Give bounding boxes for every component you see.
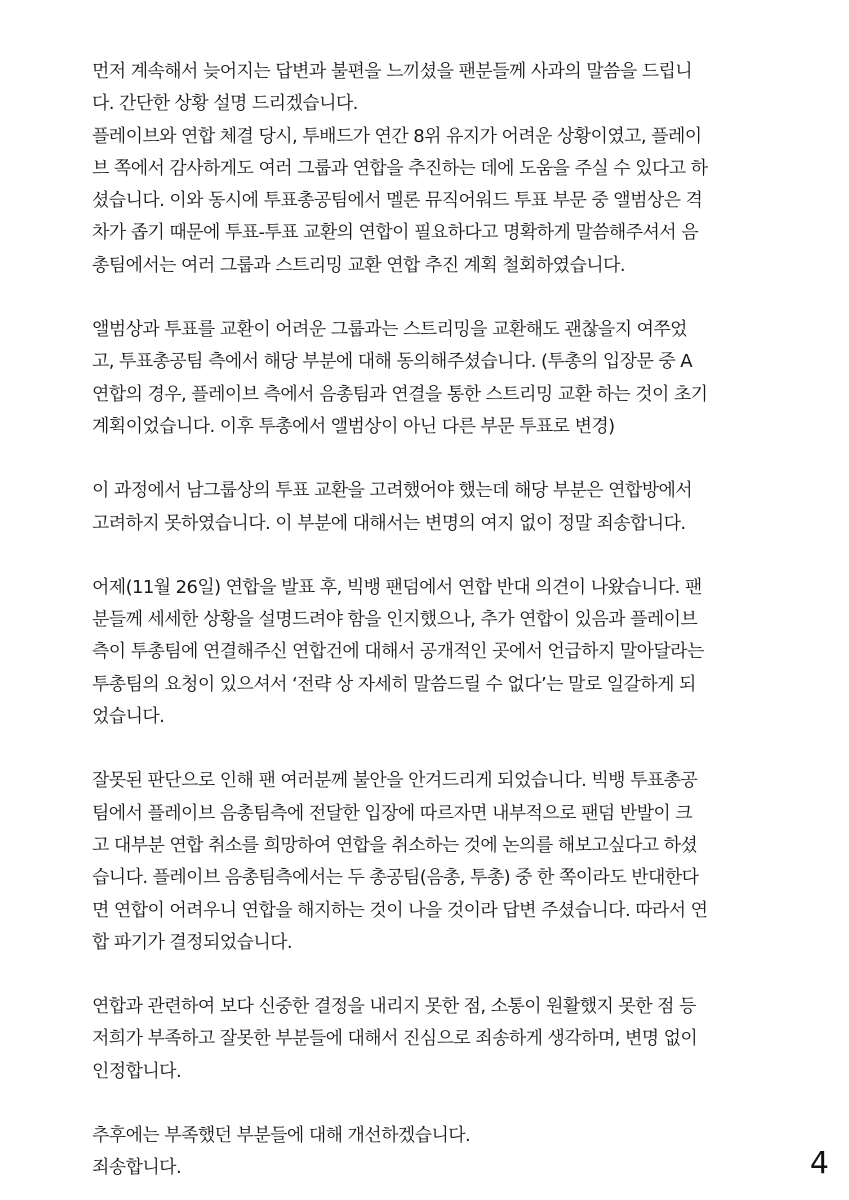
text-line: 잘못된 판단으로 인해 팬 여러분께 불안을 안겨드리게 되었습니다. 빅뱅 투표총공	[92, 770, 698, 792]
text-line: 합 파기가 결정되었습니다.	[92, 931, 293, 953]
text-line: 팀에서 플레이브 음총팀측에 전달한 입장에 따르자면 내부적으로 팬덤 반발이 크	[92, 802, 693, 824]
text-line: 추후에는 부족했던 부분들에 대해 개선하겠습니다.	[92, 1125, 471, 1147]
paragraph-announcement	[92, 572, 792, 733]
paragraph-closing	[92, 1120, 792, 1185]
paragraph-cancellation	[92, 765, 792, 959]
text-line: 습니다. 플레이브 음총팀측에서는 두 총공팀(음총, 투총) 중 한 쪽이라도 반대한다	[92, 867, 699, 889]
text-line: 었습니다.	[92, 706, 165, 728]
text-line: 연합의 경우, 플레이브 측에서 음총팀과 연결을 통한 스트리밍 교환 하는 것이 초기	[92, 383, 708, 405]
paragraph-process	[92, 475, 792, 540]
text-line: 셨습니다. 이와 동시에 투표총공팀에서 멜론 뮤직어워드 투표 부문 중 앨범상은 격	[92, 190, 703, 212]
paragraph-apology-intro	[92, 56, 792, 282]
text-line: 먼저 계속해서 늦어지는 답변과 불편을 느끼셨을 팬분들께 사과의 말씀을 드립니	[92, 61, 693, 82]
text-line: 계획이었습니다. 이후 투총에서 앨범상이 아닌 다른 부문 투표로 변경)	[92, 415, 615, 437]
paragraph-acknowledgement	[92, 991, 792, 1088]
text-line: 고 대부분 연합 취소를 희망하여 연합을 취소하는 것에 논의를 해보고싶다고 하셨	[92, 834, 698, 856]
text-line: 투총팀의 요청이 있으셔서 ‘전략 상 자세히 말씀드릴 수 없다’는 말로 일갈하게 되	[92, 673, 696, 695]
text-line: 다. 간단한 상황 설명 드리겠습니다.	[92, 93, 358, 115]
text-line: 차가 좁기 때문에 투표-투표 교환의 연합이 필요하다고 명확하게 말씀해주셔서 음	[92, 222, 698, 244]
page-number: 4	[809, 1146, 829, 1181]
text-line: 이 과정에서 남그룹상의 투표 교환을 고려했어야 했는데 해당 부분은 연합방에서	[92, 480, 693, 502]
text-line: 고, 투표총공팀 측에서 해당 부분에 대해 동의해주셨습니다. (투총의 입장문 중 A	[92, 351, 693, 373]
text-line: 분들께 세세한 상황을 설명드려야 함을 인지했으나, 추가 연합이 있음과 플레이브	[92, 609, 698, 631]
text-line: 플레이브와 연합 체결 당시, 투배드가 연간 8위 유지가 어려운 상황이였고, 플레이	[92, 125, 702, 147]
text-line: 어제(11월 26일) 연합을 발표 후, 빅뱅 팬덤에서 연합 반대 의견이 나왔습니다. 팬	[92, 576, 702, 598]
text-line: 브 쪽에서 감사하게도 여러 그룹과 연합을 추진하는 데에 도움을 주실 수 있다고 하	[92, 157, 708, 179]
text-line: 저희가 부족하고 잘못한 부분들에 대해서 진심으로 죄송하게 생각하며, 변명 없이	[92, 1028, 698, 1050]
document-body	[92, 56, 792, 1185]
text-line: 총팀에서는 여러 그룹과 스트리밍 교환 연합 추진 계획 철회하였습니다.	[92, 254, 625, 276]
text-line: 고려하지 못하였습니다. 이 부분에 대해서는 변명의 여지 없이 정말 죄송합니다.	[92, 512, 686, 534]
text-line: 연합과 관련하여 보다 신중한 결정을 내리지 못한 점, 소통이 원활했지 못한 점 등	[92, 996, 696, 1018]
text-line: 면 연합이 어려우니 연합을 해지하는 것이 나을 것이라 답변 주셨습니다. 따라서 연	[92, 899, 708, 921]
text-line: 인정합니다.	[92, 1060, 182, 1082]
text-line: 죄송합니다.	[92, 1157, 182, 1179]
text-line: 측이 투총팀에 연결해주신 연합건에 대해서 공개적인 곳에서 언급하지 말아달라는	[92, 641, 704, 663]
text-line: 앨범상과 투표를 교환이 어려운 그룹과는 스트리밍을 교환해도 괜찮을지 여쭈었	[92, 319, 687, 341]
paragraph-album-award	[92, 314, 792, 443]
